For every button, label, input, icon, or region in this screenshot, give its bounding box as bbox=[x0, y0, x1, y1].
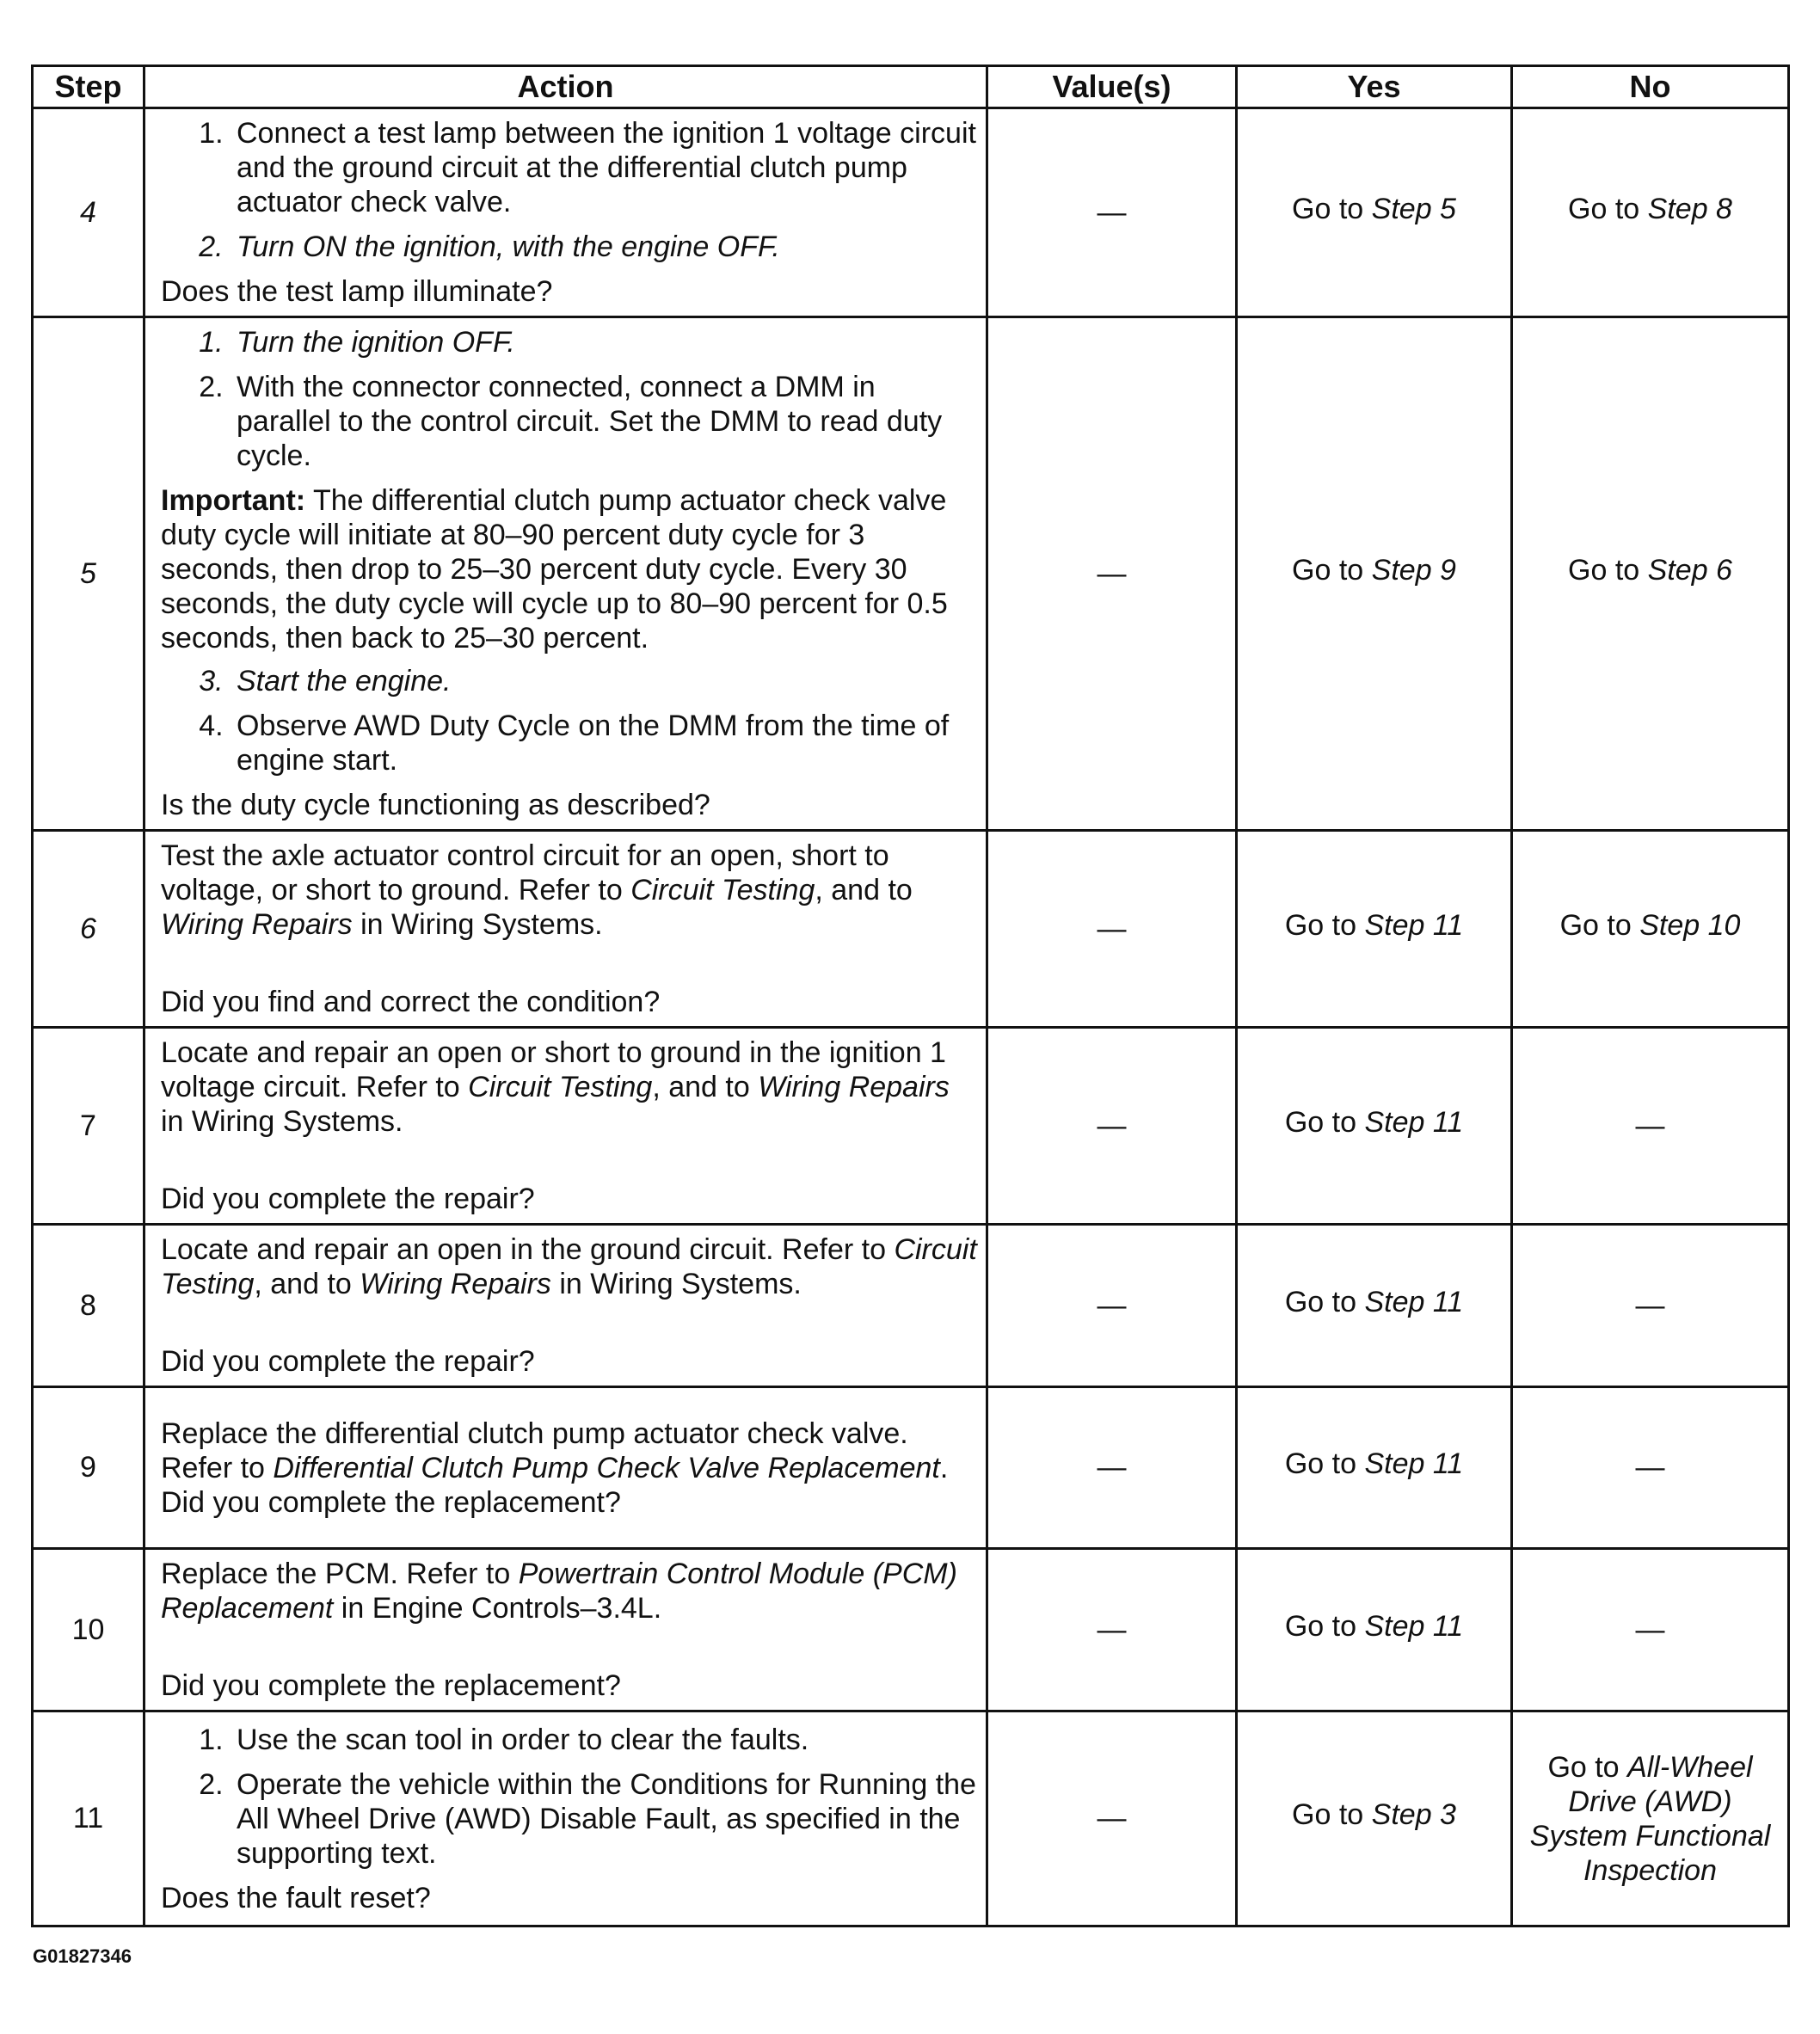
action-question: Did you complete the replacement? bbox=[161, 1485, 621, 1519]
action-step: 2. Operate the vehicle within the Conditions for Running the All Wheel Drive (AWD) Disable Fault, as specified in the supporting text. bbox=[231, 1767, 977, 1871]
values-cell: — bbox=[987, 108, 1237, 317]
yes-target-link[interactable]: Step 3 bbox=[1371, 1798, 1456, 1831]
reference-link[interactable]: Wiring Repairs bbox=[758, 1071, 950, 1103]
yes-target-link[interactable]: Step 9 bbox=[1371, 553, 1456, 587]
yes-cell bbox=[1237, 1225, 1512, 1387]
no-target-link[interactable]: Step 8 bbox=[1647, 192, 1732, 225]
action-question: Is the duty cycle functioning as described? bbox=[161, 789, 710, 821]
important-text: The differential clutch pump actuator check valve duty cycle will initiate at 80–90 percent duty cycle for 3 seconds, then drop to 25–30 percent duty cycle. Every 30 seconds, the duty cycle will cycle up to 80–90 percent for 0.5 seconds, then back to 25–30 percent. bbox=[161, 484, 948, 654]
action-text bbox=[161, 1232, 977, 1301]
yes-target-link[interactable]: Step 11 bbox=[1364, 1447, 1464, 1480]
action-text-part: Replace the PCM. Refer to bbox=[161, 1558, 511, 1590]
no-cell bbox=[1512, 317, 1789, 831]
table-row bbox=[33, 1028, 1789, 1225]
values-cell: — bbox=[987, 1028, 1237, 1225]
reference-link[interactable]: Circuit Testing bbox=[630, 874, 815, 906]
header-row bbox=[33, 66, 1789, 108]
step-number: 7 bbox=[33, 1028, 144, 1225]
table-row bbox=[33, 108, 1789, 317]
action-text-part: , and to bbox=[254, 1268, 352, 1300]
goto-text: Go to bbox=[1284, 1285, 1357, 1318]
yes-target-link[interactable]: Step 11 bbox=[1364, 908, 1464, 942]
table-row bbox=[33, 1387, 1789, 1549]
action-text-part: , and to bbox=[815, 874, 913, 906]
values-cell: — bbox=[987, 1225, 1237, 1387]
no-target-link[interactable]: All-Wheel Drive (AWD) System Functional Inspection bbox=[1529, 1750, 1771, 1887]
action-text-part: Replace the differential clutch pump actuator check valve. Refer to bbox=[161, 1416, 908, 1484]
no-cell bbox=[1512, 1711, 1789, 1926]
table-row bbox=[33, 1225, 1789, 1387]
goto-text: Go to bbox=[1284, 908, 1357, 942]
yes-cell bbox=[1237, 831, 1512, 1028]
step-number: 8 bbox=[33, 1225, 144, 1387]
step-number: 9 bbox=[33, 1387, 144, 1549]
reference-link[interactable]: Circuit Testing bbox=[161, 1233, 977, 1300]
step-number: 4 bbox=[33, 108, 144, 317]
reference-link[interactable]: Powertrain Control Module (PCM) Replacement bbox=[161, 1558, 957, 1625]
action-step: 2. Turn ON the ignition, with the engine OFF. bbox=[231, 230, 977, 264]
action-question: Did you find and correct the condition? bbox=[161, 986, 661, 1018]
step-number: 11 bbox=[33, 1711, 144, 1926]
no-cell: — bbox=[1512, 1225, 1789, 1387]
values-cell: — bbox=[987, 1387, 1237, 1549]
yes-cell bbox=[1237, 1549, 1512, 1711]
action-cell bbox=[144, 1225, 987, 1387]
action-steps bbox=[161, 664, 977, 777]
values-cell: — bbox=[987, 1711, 1237, 1926]
action-cell bbox=[144, 831, 987, 1028]
table-row bbox=[33, 1549, 1789, 1711]
action-steps bbox=[161, 325, 977, 473]
goto-text: Go to bbox=[1568, 553, 1640, 587]
values-cell: — bbox=[987, 831, 1237, 1028]
reference-link[interactable]: Circuit Testing bbox=[468, 1071, 653, 1103]
yes-target-link[interactable]: Step 11 bbox=[1364, 1105, 1464, 1139]
action-text bbox=[161, 1035, 977, 1139]
yes-target-link[interactable]: Step 5 bbox=[1371, 192, 1456, 225]
header-values: Value(s) bbox=[987, 66, 1237, 108]
action-text-part: Locate and repair an open in the ground circuit. Refer to bbox=[161, 1233, 886, 1266]
header-step: Step bbox=[33, 66, 144, 108]
action-cell bbox=[144, 1387, 987, 1549]
table-row bbox=[33, 1711, 1789, 1926]
goto-text: Go to bbox=[1559, 908, 1632, 942]
action-text bbox=[161, 1416, 977, 1485]
action-step: 1. Use the scan tool in order to clear the faults. bbox=[231, 1723, 977, 1757]
no-cell: — bbox=[1512, 1549, 1789, 1711]
action-steps bbox=[161, 1723, 977, 1871]
header-action: Action bbox=[144, 66, 987, 108]
no-cell: — bbox=[1512, 1387, 1789, 1549]
action-cell bbox=[144, 1028, 987, 1225]
action-step: 3. Start the engine. bbox=[231, 664, 977, 698]
action-cell bbox=[144, 317, 987, 831]
yes-target-link[interactable]: Step 11 bbox=[1364, 1609, 1464, 1643]
yes-cell bbox=[1237, 1028, 1512, 1225]
yes-cell bbox=[1237, 317, 1512, 831]
action-text-part: Test the axle actuator control circuit for an open, short to voltage, or short to ground. Refer to bbox=[161, 839, 889, 906]
action-text-part: in Wiring Systems. bbox=[360, 908, 603, 941]
action-step: 4. Observe AWD Duty Cycle on the DMM from the time of engine start. bbox=[231, 709, 977, 777]
action-question: Did you complete the repair? bbox=[161, 1183, 535, 1215]
yes-cell bbox=[1237, 1387, 1512, 1549]
action-step: 1. Turn the ignition OFF. bbox=[231, 325, 977, 359]
yes-target-link[interactable]: Step 11 bbox=[1364, 1285, 1464, 1318]
step-number: 5 bbox=[33, 317, 144, 831]
action-question: Did you complete the replacement? bbox=[161, 1669, 621, 1702]
no-cell bbox=[1512, 108, 1789, 317]
action-text-part: , and to bbox=[652, 1071, 750, 1103]
goto-text: Go to bbox=[1292, 1798, 1364, 1831]
action-question: Does the test lamp illuminate? bbox=[161, 275, 553, 308]
no-target-link[interactable]: Step 10 bbox=[1639, 908, 1741, 942]
action-text bbox=[161, 1557, 977, 1625]
no-cell bbox=[1512, 831, 1789, 1028]
step-number: 10 bbox=[33, 1549, 144, 1711]
table-row bbox=[33, 317, 1789, 831]
action-text-part: Locate and repair an open or short to ground in the ignition 1 voltage circuit. Refer to bbox=[161, 1036, 946, 1103]
step-number: 6 bbox=[33, 831, 144, 1028]
action-steps bbox=[161, 116, 977, 264]
action-text bbox=[161, 839, 977, 942]
important-note bbox=[161, 483, 977, 655]
action-step: 2. With the connector connected, connect a DMM in parallel to the control circuit. Set the DMM to read duty cycle. bbox=[231, 370, 977, 473]
goto-text: Go to bbox=[1547, 1750, 1620, 1784]
action-cell bbox=[144, 1711, 987, 1926]
figure-id: G01827346 bbox=[33, 1945, 132, 1967]
no-cell: — bbox=[1512, 1028, 1789, 1225]
values-cell: — bbox=[987, 317, 1237, 831]
yes-cell bbox=[1237, 1711, 1512, 1926]
important-label: Important: bbox=[161, 484, 306, 517]
action-text-part: . bbox=[939, 1451, 949, 1484]
table-row bbox=[33, 831, 1789, 1028]
goto-text: Go to bbox=[1292, 192, 1364, 225]
goto-text: Go to bbox=[1284, 1105, 1357, 1139]
action-cell bbox=[144, 1549, 987, 1711]
reference-link[interactable]: Differential Clutch Pump Check Valve Replacement bbox=[273, 1451, 940, 1484]
header-no: No bbox=[1512, 66, 1789, 108]
goto-text: Go to bbox=[1284, 1609, 1357, 1643]
action-cell bbox=[144, 108, 987, 317]
action-text-part: in Engine Controls–3.4L. bbox=[341, 1592, 662, 1625]
goto-text: Go to bbox=[1292, 553, 1364, 587]
reference-link[interactable]: Wiring Repairs bbox=[360, 1268, 551, 1300]
action-text-part: in Wiring Systems. bbox=[161, 1105, 403, 1138]
action-step: 1. Connect a test lamp between the ignition 1 voltage circuit and the ground circuit at the differential clutch pump actuator check valve. bbox=[231, 116, 977, 219]
goto-text: Go to bbox=[1284, 1447, 1357, 1480]
no-target-link[interactable]: Step 6 bbox=[1647, 553, 1732, 587]
goto-text: Go to bbox=[1568, 192, 1640, 225]
action-question: Did you complete the repair? bbox=[161, 1345, 535, 1378]
reference-link[interactable]: Wiring Repairs bbox=[161, 908, 353, 941]
yes-cell bbox=[1237, 108, 1512, 317]
diagnostic-table bbox=[31, 65, 1790, 1927]
action-text-part: in Wiring Systems. bbox=[559, 1268, 802, 1300]
values-cell: — bbox=[987, 1549, 1237, 1711]
action-question: Does the fault reset? bbox=[161, 1881, 431, 1914]
header-yes: Yes bbox=[1237, 66, 1512, 108]
